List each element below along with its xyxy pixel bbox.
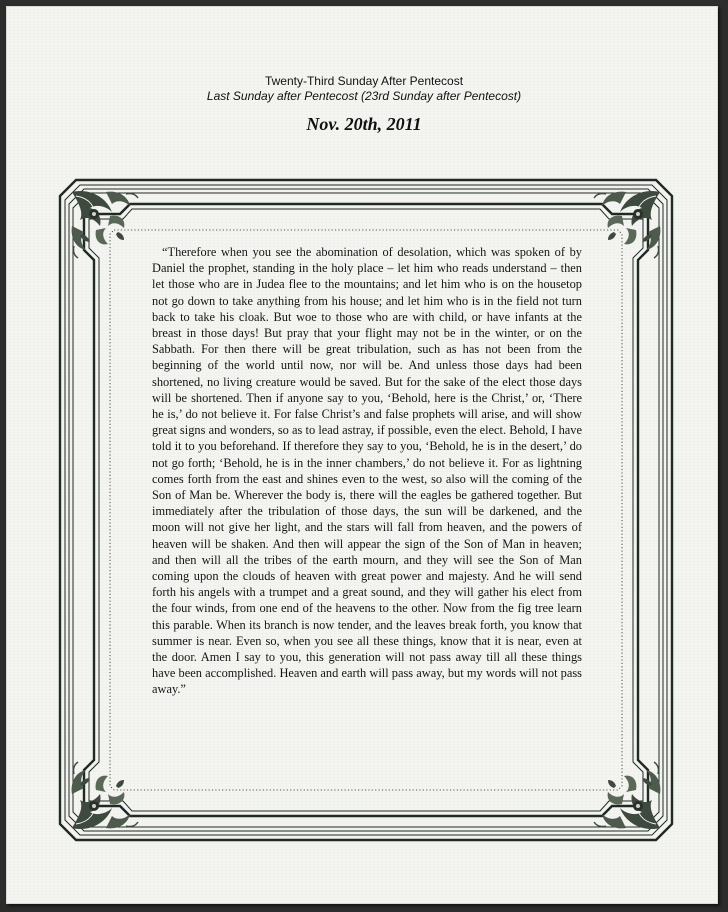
ornate-corner-bottom-right-icon	[594, 762, 660, 829]
ornate-corner-top-left-icon	[72, 191, 138, 258]
ornate-corner-top-right-icon	[594, 191, 660, 258]
occasion-subtitle: Last Sunday after Pentecost (23rd Sunday after Pentecost)	[206, 89, 522, 103]
gospel-reading-text: “Therefore when you see the abomination of desolation, which was spoken of by Daniel the prophet, standing in the holy place – let him who reads understand – then let those who are in Judea flee to the mountains; and let him who is on the housetop not go down to take anything from his house; and let him who is in the field not turn back to take his cloak. But woe to those who are with child, or have infants at the breast in those days! But pray that your flight may not be in the winter, or on the Sabbath. For then there will be great tribulation, such as has not been from the beginning of the world until now, nor will be. And unless those days had been shortened, no living creature would be saved. But for the sake of the elect those days will be shortened. Then if anyone say to you, ‘Behold, here is the Christ,’ or, ‘There he is,’ do not believe it. For false Christ’s and false prophets will arise, and will show great signs and wonders, so as to lead astray, if possible, even the elect. Behold, I have told it to you beforehand. If therefore they say to you, ‘Behold, he is in the desert,’ do not go forth; ‘Behold, he is in the inner chambers,’ do not believe it. For as lightning comes forth from the east and shines even to the west, so also will the coming of the Son of Man be. Wherever the body is, there will the eagles be gathered together. But immediately after the tribulation of those days, the sun will be darkened, and the moon will not give her light, and the stars will fall from heaven, and the powers of heaven will be shaken. And then will appear the sign of the Son of Man in heaven; and then will all the tribes of the earth mourn, and they will see the Son of Man coming upon the clouds of heaven with great power and majesty. And he will send forth his angels with a trumpet and a great sound, and they will gather his elect from the four winds, from one end of the heavens to the other. Now from the fig tree learn this parable. When its branch is now tender, and the leaves break forth, you know that summer is near. Even so, when you see all these things, know that it is near, even at the door. Amen I say to you, this generation will not pass away till all these things have been accomplished. Heaven and earth will pass away, but my words will not pass away.”	[152, 245, 582, 697]
occasion-title: Twenty-Third Sunday After Pentecost	[264, 74, 464, 88]
ornate-corner-bottom-left-icon	[72, 762, 138, 829]
reading-date: Nov. 20th, 2011	[306, 114, 422, 134]
